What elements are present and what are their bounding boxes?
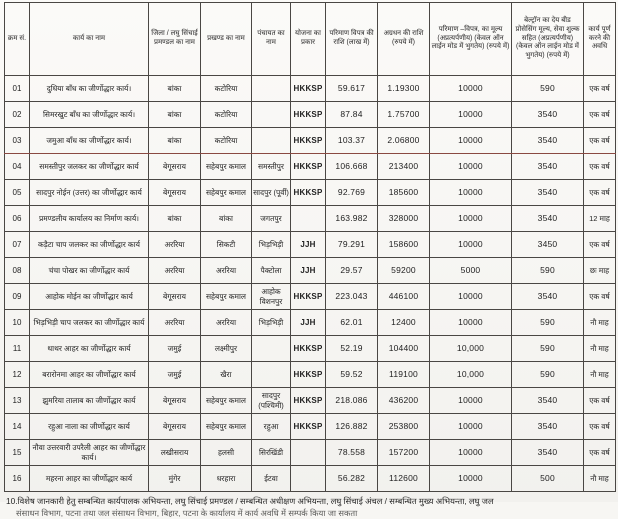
cell-name: भिड़भिड़ी चाप जलकर का जीर्णोद्धार कार्य bbox=[30, 310, 149, 336]
cell-district: जमुई bbox=[149, 336, 201, 362]
column-header-3: जिला / लघु सिंचाई प्रमण्डल का नाम bbox=[149, 3, 201, 76]
cell-scheme: JJH bbox=[291, 310, 326, 336]
cell-bill_amount: 106.668 bbox=[326, 154, 378, 180]
cell-duration: नौ माह bbox=[584, 336, 616, 362]
cell-sn: 09 bbox=[5, 284, 30, 310]
footnote-line-1: 10.विशेष जानकारी हेतु सम्बन्धित कार्यपालक अभियन्ता, लघु सिंचाई प्रमण्डल / सम्बन्धित अधीक्षण अभियन्ता, लघु सिंचाई अंचल / सम्बन्धित मुख्य अभियन्ता, लघु जल bbox=[6, 496, 494, 506]
cell-advance: 328000 bbox=[378, 206, 430, 232]
column-header-8: अग्रधन की राशि (रुपये में) bbox=[378, 3, 430, 76]
cell-panchayat: ईटवा bbox=[252, 466, 291, 492]
cell-bill_value: 5000 bbox=[430, 258, 512, 284]
cell-advance: 253800 bbox=[378, 414, 430, 440]
cell-district: अररिया bbox=[149, 310, 201, 336]
column-header-9: परिमाण –विपत्र, का मूल्य (अप्रत्यर्पणीय) (केवल ऑन लाईन मोड में भुगतेय) (रुपये में) bbox=[430, 3, 512, 76]
cell-beltron_fee: 590 bbox=[512, 362, 584, 388]
cell-name: आहोक मोईन का जीर्णोद्धार कार्य bbox=[30, 284, 149, 310]
cell-bill_value: 10000 bbox=[430, 154, 512, 180]
cell-advance: 1.75700 bbox=[378, 102, 430, 128]
cell-advance: 112600 bbox=[378, 466, 430, 492]
cell-scheme: HKKSP bbox=[291, 180, 326, 206]
cell-scheme: HKKSP bbox=[291, 284, 326, 310]
cell-bill_value: 10000 bbox=[430, 440, 512, 466]
cell-district: मुंगेर bbox=[149, 466, 201, 492]
cell-bill_value: 10,000 bbox=[430, 336, 512, 362]
cell-name: सिमरखुट बाँध का जीर्णोद्धार कार्य। bbox=[30, 102, 149, 128]
cell-bill_value: 10000 bbox=[430, 206, 512, 232]
cell-district: जमुई bbox=[149, 362, 201, 388]
cell-beltron_fee: 3540 bbox=[512, 206, 584, 232]
column-header-11: कार्य पूर्ण करने की अवधि bbox=[584, 3, 616, 76]
cell-sn: 08 bbox=[5, 258, 30, 284]
cell-duration: एक वर्ष bbox=[584, 102, 616, 128]
cell-advance: 157200 bbox=[378, 440, 430, 466]
cell-block: अररिया bbox=[201, 310, 252, 336]
cell-block: कटोरिया bbox=[201, 128, 252, 154]
cell-beltron_fee: 3540 bbox=[512, 102, 584, 128]
cell-advance: 158600 bbox=[378, 232, 430, 258]
works-tender-table bbox=[4, 2, 616, 492]
cell-scheme: HKKSP bbox=[291, 336, 326, 362]
cell-sn: 14 bbox=[5, 414, 30, 440]
cell-district: बांका bbox=[149, 128, 201, 154]
cell-name: दुधिया बाँध का जीर्णोद्धार कार्य। bbox=[30, 76, 149, 102]
table-row bbox=[5, 128, 616, 154]
cell-bill_value: 10000 bbox=[430, 180, 512, 206]
cell-block: बांका bbox=[201, 206, 252, 232]
cell-scheme: HKKSP bbox=[291, 388, 326, 414]
cell-district: बेगूसराय bbox=[149, 180, 201, 206]
cell-duration: एक वर्ष bbox=[584, 180, 616, 206]
cell-bill_value: 10000 bbox=[430, 128, 512, 154]
cell-advance: 12400 bbox=[378, 310, 430, 336]
cell-beltron_fee: 500 bbox=[512, 466, 584, 492]
cell-district: बेगूसराय bbox=[149, 284, 201, 310]
cell-name: कड़ैटा चाप जलकर का जीर्णोद्धार कार्य bbox=[30, 232, 149, 258]
cell-sn: 07 bbox=[5, 232, 30, 258]
cell-name: चंचा पोखर का जीर्णोद्धार कार्य bbox=[30, 258, 149, 284]
cell-advance: 1.19300 bbox=[378, 76, 430, 102]
cell-bill_value: 10000 bbox=[430, 414, 512, 440]
column-header-5: पंचायत का नाम bbox=[252, 3, 291, 76]
cell-panchayat: भिड़भिड़ी bbox=[252, 232, 291, 258]
cell-scheme: HKKSP bbox=[291, 414, 326, 440]
cell-beltron_fee: 590 bbox=[512, 336, 584, 362]
cell-bill_value: 10,000 bbox=[430, 362, 512, 388]
cell-panchayat: जगतपुर bbox=[252, 206, 291, 232]
cell-scheme bbox=[291, 206, 326, 232]
cell-advance: 2.06800 bbox=[378, 128, 430, 154]
cell-beltron_fee: 3540 bbox=[512, 180, 584, 206]
cell-duration: एक वर्ष bbox=[584, 284, 616, 310]
cell-advance: 185600 bbox=[378, 180, 430, 206]
cell-bill_amount: 59.52 bbox=[326, 362, 378, 388]
cell-bill_amount: 163.982 bbox=[326, 206, 378, 232]
cell-panchayat: आहोक विशनपुर bbox=[252, 284, 291, 310]
cell-bill_value: 10000 bbox=[430, 466, 512, 492]
table-row bbox=[5, 414, 616, 440]
cell-district: बांका bbox=[149, 76, 201, 102]
cell-duration: एक वर्ष bbox=[584, 388, 616, 414]
cell-beltron_fee: 3540 bbox=[512, 414, 584, 440]
cell-block: हलसी bbox=[201, 440, 252, 466]
cell-bill_amount: 59.617 bbox=[326, 76, 378, 102]
cell-advance: 436200 bbox=[378, 388, 430, 414]
cell-name: जमुआ बाँध का जीर्णोद्धार कार्य। bbox=[30, 128, 149, 154]
cell-district: बांका bbox=[149, 206, 201, 232]
table-row bbox=[5, 336, 616, 362]
table-row bbox=[5, 466, 616, 492]
cell-block: कटोरिया bbox=[201, 102, 252, 128]
cell-sn: 15 bbox=[5, 440, 30, 466]
cell-block: सिकटी bbox=[201, 232, 252, 258]
cell-advance: 104400 bbox=[378, 336, 430, 362]
cell-bill_value: 10000 bbox=[430, 284, 512, 310]
cell-scheme: JJH bbox=[291, 232, 326, 258]
cell-panchayat: भिड़भिड़ी bbox=[252, 310, 291, 336]
cell-duration: एक वर्ष bbox=[584, 414, 616, 440]
cell-name: झुमरिया तालाब का जीर्णोद्धार कार्य bbox=[30, 388, 149, 414]
cell-sn: 12 bbox=[5, 362, 30, 388]
cell-advance: 446100 bbox=[378, 284, 430, 310]
cell-duration: नौ माह bbox=[584, 310, 616, 336]
cell-district: लखीसराय bbox=[149, 440, 201, 466]
cell-name: सादपुर नोईन (उत्तर) का जीर्णोद्धार कार्य bbox=[30, 180, 149, 206]
table-row bbox=[5, 232, 616, 258]
cell-panchayat bbox=[252, 102, 291, 128]
cell-panchayat bbox=[252, 336, 291, 362]
cell-name: प्रमण्डलीय कार्यालय का निर्माण कार्य। bbox=[30, 206, 149, 232]
cell-name: थाथर आहर का जीर्णोद्धार कार्य bbox=[30, 336, 149, 362]
cell-scheme: HKKSP bbox=[291, 102, 326, 128]
cell-name: नौवा उत्तरवारी उपरैली आहर का जीर्णोद्धार कार्य। bbox=[30, 440, 149, 466]
cell-panchayat: रहुआ bbox=[252, 414, 291, 440]
cell-duration: एक वर्ष bbox=[584, 440, 616, 466]
cell-duration: एक वर्ष bbox=[584, 232, 616, 258]
cell-bill_value: 10000 bbox=[430, 388, 512, 414]
cell-beltron_fee: 3540 bbox=[512, 128, 584, 154]
cell-scheme: HKKSP bbox=[291, 76, 326, 102]
table-header bbox=[5, 3, 616, 76]
cell-bill_amount: 78.558 bbox=[326, 440, 378, 466]
cell-advance: 59200 bbox=[378, 258, 430, 284]
table-row bbox=[5, 362, 616, 388]
cell-block: सहेबपुर कमाल bbox=[201, 284, 252, 310]
cell-beltron_fee: 590 bbox=[512, 258, 584, 284]
cell-block: सहेबपुर कमाल bbox=[201, 180, 252, 206]
cell-bill_amount: 87.84 bbox=[326, 102, 378, 128]
cell-bill_amount: 62.01 bbox=[326, 310, 378, 336]
cell-duration: एक वर्ष bbox=[584, 76, 616, 102]
cell-panchayat: सिरखिंडी bbox=[252, 440, 291, 466]
table-row bbox=[5, 440, 616, 466]
cell-district: बेगूसराय bbox=[149, 388, 201, 414]
cell-bill_amount: 92.769 bbox=[326, 180, 378, 206]
cell-duration: एक वर्ष bbox=[584, 128, 616, 154]
cell-sn: 05 bbox=[5, 180, 30, 206]
cell-duration: एक वर्ष bbox=[584, 154, 616, 180]
cell-name: रहुआ नाला का जीर्णोद्धार कार्य bbox=[30, 414, 149, 440]
cell-block: अररिया bbox=[201, 258, 252, 284]
cell-bill_value: 10000 bbox=[430, 232, 512, 258]
cell-beltron_fee: 3540 bbox=[512, 388, 584, 414]
cell-bill_amount: 126.882 bbox=[326, 414, 378, 440]
cell-district: बांका bbox=[149, 102, 201, 128]
cell-panchayat: पैक्टोला bbox=[252, 258, 291, 284]
cell-block: सहेबपुर कमाल bbox=[201, 388, 252, 414]
footnote-line-2: संसाधन विभाग, पटना तथा जल संसाधन विभाग, बिहार, पटना के कार्यालय में कार्य अवधि में सम्पर्क किया जा सकता bbox=[16, 508, 358, 519]
table-row bbox=[5, 102, 616, 128]
cell-beltron_fee: 3540 bbox=[512, 154, 584, 180]
table-row bbox=[5, 388, 616, 414]
cell-beltron_fee: 590 bbox=[512, 310, 584, 336]
table-row bbox=[5, 180, 616, 206]
cell-sn: 06 bbox=[5, 206, 30, 232]
cell-sn: 03 bbox=[5, 128, 30, 154]
cell-sn: 02 bbox=[5, 102, 30, 128]
cell-bill_amount: 52.19 bbox=[326, 336, 378, 362]
cell-bill_amount: 103.37 bbox=[326, 128, 378, 154]
cell-scheme: HKKSP bbox=[291, 362, 326, 388]
cell-bill_value: 10000 bbox=[430, 310, 512, 336]
cell-panchayat bbox=[252, 128, 291, 154]
cell-scheme: HKKSP bbox=[291, 128, 326, 154]
cell-block: कटोरिया bbox=[201, 76, 252, 102]
cell-bill_amount: 79.291 bbox=[326, 232, 378, 258]
cell-panchayat bbox=[252, 76, 291, 102]
cell-beltron_fee: 590 bbox=[512, 76, 584, 102]
cell-scheme: JJH bbox=[291, 258, 326, 284]
header-row bbox=[5, 3, 616, 76]
cell-name: बरारोनमा आहर का जीर्णोद्धार कार्य bbox=[30, 362, 149, 388]
cell-panchayat bbox=[252, 362, 291, 388]
cell-bill_value: 10000 bbox=[430, 76, 512, 102]
column-header-2: कार्य का नाम bbox=[30, 3, 149, 76]
cell-bill_amount: 223.043 bbox=[326, 284, 378, 310]
footnote bbox=[4, 495, 615, 519]
cell-name: महरना आहर का जीर्णोद्धार कार्य bbox=[30, 466, 149, 492]
cell-block: सहेबपुर कमाल bbox=[201, 414, 252, 440]
cell-duration: 12 माह bbox=[584, 206, 616, 232]
cell-panchayat: सादपुर (पश्चिमी) bbox=[252, 388, 291, 414]
cell-advance: 213400 bbox=[378, 154, 430, 180]
column-header-7: परिमाण विपत्र की राशि (लाख में) bbox=[326, 3, 378, 76]
cell-bill_value: 10000 bbox=[430, 102, 512, 128]
cell-beltron_fee: 3540 bbox=[512, 284, 584, 310]
cell-block: लक्ष्मीपुर bbox=[201, 336, 252, 362]
cell-sn: 13 bbox=[5, 388, 30, 414]
cell-block: सहेबपुर कमाल bbox=[201, 154, 252, 180]
cell-advance: 119100 bbox=[378, 362, 430, 388]
cell-district: बेगूसराय bbox=[149, 154, 201, 180]
cell-bill_amount: 29.57 bbox=[326, 258, 378, 284]
table-row bbox=[5, 154, 616, 180]
table-row bbox=[5, 310, 616, 336]
cell-district: बेगूसराय bbox=[149, 414, 201, 440]
table-row bbox=[5, 284, 616, 310]
cell-duration: नौ माह bbox=[584, 466, 616, 492]
cell-sn: 11 bbox=[5, 336, 30, 362]
cell-beltron_fee: 3540 bbox=[512, 440, 584, 466]
column-header-6: योजना का प्रकार bbox=[291, 3, 326, 76]
table-body bbox=[5, 76, 616, 492]
cell-panchayat: समस्तीपुर bbox=[252, 154, 291, 180]
cell-block: खैरा bbox=[201, 362, 252, 388]
cell-scheme bbox=[291, 466, 326, 492]
cell-block: धरहारा bbox=[201, 466, 252, 492]
cell-district: अररिया bbox=[149, 258, 201, 284]
cell-sn: 01 bbox=[5, 76, 30, 102]
table-row bbox=[5, 258, 616, 284]
table-row bbox=[5, 76, 616, 102]
column-header-10: बेल्ट्रॉन का देय बीड प्रोसेसिंग मूल्य, सेवा शुल्क सहित (अप्रत्यर्पणीय) (केवल ऑन लाईन मोड में भुगतेय) (रुपये में) bbox=[512, 3, 584, 76]
cell-beltron_fee: 3450 bbox=[512, 232, 584, 258]
cell-sn: 16 bbox=[5, 466, 30, 492]
cell-district: अररिया bbox=[149, 232, 201, 258]
cell-bill_amount: 56.282 bbox=[326, 466, 378, 492]
cell-sn: 10 bbox=[5, 310, 30, 336]
column-header-1: क्रम सं. bbox=[5, 3, 30, 76]
table-row bbox=[5, 206, 616, 232]
cell-scheme bbox=[291, 440, 326, 466]
cell-bill_amount: 218.086 bbox=[326, 388, 378, 414]
cell-panchayat: सादपुर (पूर्वी) bbox=[252, 180, 291, 206]
cell-name: समस्तीपुर जलकर का जीर्णोद्धार कार्य bbox=[30, 154, 149, 180]
cell-duration: छः माह bbox=[584, 258, 616, 284]
cell-duration: नौ माह bbox=[584, 362, 616, 388]
cell-scheme: HKKSP bbox=[291, 154, 326, 180]
cell-sn: 04 bbox=[5, 154, 30, 180]
column-header-4: प्रखण्ड का नाम bbox=[201, 3, 252, 76]
